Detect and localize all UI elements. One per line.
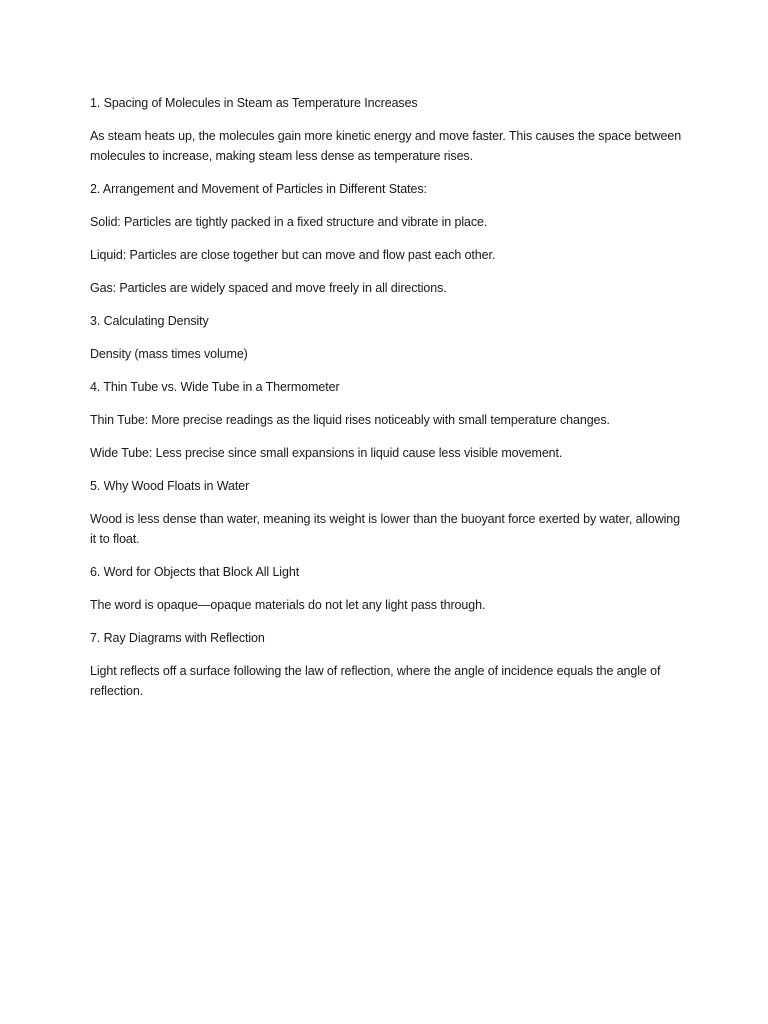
document-body [90, 93, 682, 714]
answer-density: Density (mass times volume) [90, 347, 248, 361]
answer-wide-tube: Wide Tube: Less precise since small expansions in liquid cause less visible movement. [90, 446, 563, 460]
answer-solid: Solid: Particles are tightly packed in a fixed structure and vibrate in place. [90, 215, 488, 229]
answer-thin-tube: Thin Tube: More precise readings as the liquid rises noticeably with small temperature changes. [90, 413, 610, 427]
heading-thermometer: 4. Thin Tube vs. Wide Tube in a Thermometer [90, 380, 340, 394]
answer-reflection: Light reflects off a surface following the law of reflection, where the angle of incidence equals the angle of reflection. [90, 664, 661, 698]
heading-reflection: 7. Ray Diagrams with Reflection [90, 631, 265, 645]
answer-liquid: Liquid: Particles are close together but can move and flow past each other. [90, 248, 496, 262]
answer-gas: Gas: Particles are widely spaced and move freely in all directions. [90, 281, 447, 295]
heading-density: 3. Calculating Density [90, 314, 209, 328]
answer-opaque: The word is opaque—opaque materials do not let any light pass through. [90, 598, 486, 612]
heading-opaque: 6. Word for Objects that Block All Light [90, 565, 300, 579]
answer-steam-spacing: As steam heats up, the molecules gain more kinetic energy and move faster. This causes the space between molecules to increase, making steam less dense as temperature rises. [90, 129, 682, 163]
answer-wood-floats: Wood is less dense than water, meaning its weight is lower than the buoyant force exerted by water, allowing it to float. [90, 512, 681, 546]
heading-wood-floats: 5. Why Wood Floats in Water [90, 479, 250, 493]
heading-particle-states: 2. Arrangement and Movement of Particles in Different States: [90, 182, 427, 196]
heading-steam-spacing: 1. Spacing of Molecules in Steam as Temperature Increases [90, 96, 418, 110]
